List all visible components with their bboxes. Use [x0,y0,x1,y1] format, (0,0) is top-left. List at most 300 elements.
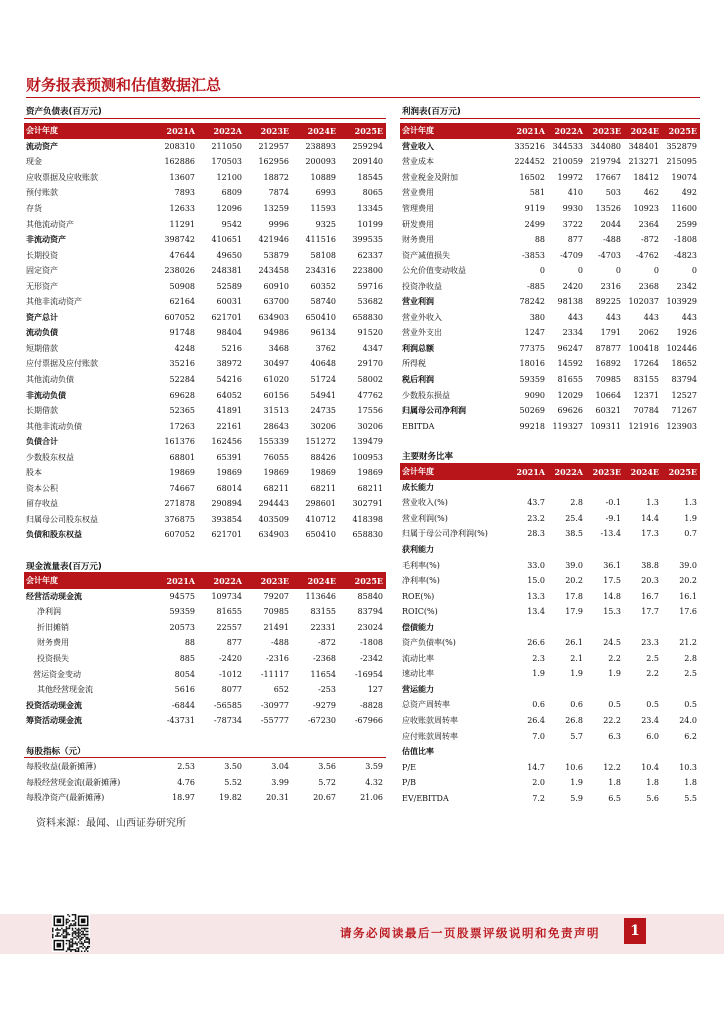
cell-value: 91520 [357,328,383,338]
row-label: 管理费用 [402,204,434,213]
cell-value: 0.5 [646,700,659,710]
cell-value: 210059 [552,157,583,167]
cell-value: 5216 [221,343,242,353]
cell-value: 102446 [666,343,697,353]
table-row [400,651,700,667]
cell-value: 10199 [357,219,383,229]
cell-value: 11291 [169,219,195,229]
cell-value: 38.5 [565,529,583,539]
row-label: 其他非流动资产 [26,297,82,307]
cell-value: -4762 [635,250,659,260]
cell-value: 200093 [305,157,336,167]
table-row [400,573,700,589]
column-header-year: 2023E [586,464,624,480]
cell-value: 49650 [216,250,242,260]
cell-value: 234316 [305,266,336,276]
cell-value: 398742 [164,235,195,245]
table-row [24,527,386,543]
cell-value: 60321 [595,406,621,416]
cell-value: 259294 [352,141,383,151]
cell-value: 100418 [628,343,659,353]
cell-value: 38972 [216,359,242,369]
cell-value [586,619,624,635]
column-header-label: 会计年度 [24,573,151,589]
cell-value: 20.2 [565,576,583,586]
cell-value: 94986 [263,328,289,338]
cell-value: 18652 [671,359,697,369]
row-label: 流动资产 [26,140,58,151]
cell-value: 2.8 [570,498,583,508]
cell-value: 51724 [310,375,336,385]
cell-value: 31513 [263,406,289,416]
cell-value: 12029 [557,390,583,400]
cell-value: 119327 [552,421,583,431]
cell-value: -2420 [218,654,242,663]
cell-value: 3.99 [271,777,289,787]
cell-value: 4248 [174,343,195,353]
cell-value: 271878 [164,499,195,509]
cell-value: 2.0 [532,778,545,788]
row-label: 资产总计 [26,311,58,322]
row-label: 筹资活动现金流 [26,715,82,726]
column-header-label: 会计年度 [400,464,510,480]
cell-value: 6.5 [608,793,621,803]
cell-value: -1808 [673,235,697,245]
table-header-row [24,573,386,589]
table-row [400,139,700,155]
cell-value: 348401 [628,141,659,151]
cell-value: 28.3 [527,529,545,539]
cell-value: 18.97 [172,793,195,803]
cell-value: 14.8 [603,591,621,601]
cell-value: 0 [653,266,659,276]
cell-value: 1.9 [532,669,545,679]
cell-value: 13526 [595,204,621,213]
row-label: 长期借款 [26,406,58,416]
table-row [24,465,386,481]
cell-value: -0.1 [605,498,621,508]
cell-value: 650410 [305,312,336,322]
cell-value: 6.3 [608,731,621,741]
cell-value: 85840 [357,591,383,601]
table-row [400,418,700,434]
column-header-year: 2021A [510,464,548,480]
cell-value [624,619,662,635]
cell-value: 3.50 [224,762,242,772]
table-row [24,201,386,217]
cell-value: -872 [641,235,659,245]
cell-value: 12371 [633,390,659,400]
cell-value: 17.7 [641,607,659,617]
cell-value: 2599 [676,219,697,229]
table-row [24,356,386,372]
cell-value: 9542 [221,219,242,229]
row-label: EV/EBITDA [402,793,449,803]
row-label: 股本 [26,468,42,478]
table-row [24,604,386,620]
cell-value: -2316 [265,654,289,663]
cell-value: 2.2 [608,653,621,663]
column-header-year: 2023E [586,123,624,139]
table-row [400,325,700,341]
cell-value: -67230 [307,716,336,726]
cell-value: 11600 [671,204,697,213]
cell-value: -4823 [673,250,697,260]
table-row [24,759,386,775]
row-label: 归属母公司股东权益 [26,514,98,524]
cell-value: 59359 [169,607,195,617]
ratios-title: 主要财务比率 [402,452,454,462]
cell-value: -885 [527,281,545,291]
cell-value: -8828 [359,700,383,710]
cell-value: 25.4 [565,513,583,523]
cell-value: 8054 [174,669,195,679]
cell-value: 212957 [258,141,289,151]
column-header-label: 会计年度 [24,123,151,139]
cell-value [586,682,624,698]
cell-value: 219794 [590,157,621,167]
table-row [400,713,700,729]
cell-value: -78734 [213,716,242,726]
cell-value: 4347 [362,343,383,353]
cell-value: 60352 [310,281,336,291]
row-label: EBITDA [402,421,435,431]
cell-value: 162886 [164,157,195,167]
table-row [24,496,386,512]
table-header-row [24,123,386,139]
cell-value [510,744,548,760]
cell-value: 83155 [310,607,336,617]
cell-value: 19869 [216,468,242,478]
cell-value: 52284 [169,375,195,385]
row-label: 营业利润(%) [402,513,448,523]
table-row [24,341,386,357]
cell-value: 238026 [164,266,195,276]
cell-value: -872 [318,638,336,648]
cell-value: 53682 [357,297,383,307]
cell-value: 19.82 [219,793,242,803]
cell-value: 161376 [164,437,195,447]
row-label: 速动比率 [402,669,434,679]
cell-value: 5.5 [684,793,697,803]
cell-value: 18412 [633,172,659,182]
cell-value: 344080 [590,141,621,151]
cell-value [548,480,586,496]
table-row [24,713,386,729]
cell-value: 5.9 [570,793,583,803]
cell-value: 78242 [519,297,545,307]
balance-sheet-table [24,123,386,543]
cell-value: 17667 [595,172,621,182]
cell-value: 10.4 [641,762,659,772]
cell-value: 24735 [310,406,336,416]
row-label: P/E [402,762,416,772]
table-row [24,139,386,155]
cell-value: 443 [567,312,583,322]
cell-value: -2342 [359,654,383,663]
cell-value: 344533 [552,141,583,151]
table-row [24,481,386,497]
cell-value: 17264 [633,359,659,369]
cell-value: 19869 [169,468,195,478]
cell-value: 68211 [263,483,289,493]
cell-value: 0.7 [684,529,697,539]
cell-value: 9090 [524,390,545,400]
cell-value: 65391 [216,452,242,462]
cell-value: 69628 [169,390,195,400]
table-row [400,185,700,201]
table-row [24,325,386,341]
source-note: 资料来源：最闻、山西证券研究所 [36,818,186,829]
cell-value [510,480,548,496]
cell-value: 17263 [169,421,195,431]
table-row [24,263,386,279]
row-label: 获利能力 [402,544,434,554]
cell-value: 96134 [310,328,336,338]
cell-value: 61020 [263,375,289,385]
row-label: 经营活动现金流 [26,590,82,601]
cell-value: 2.3 [532,653,545,663]
cell-value: 8065 [362,188,383,198]
row-label: 负债和股东权益 [26,529,82,540]
cell-value: 503 [605,188,621,198]
cell-value: 2368 [638,281,659,291]
cell-value: 3.56 [318,762,336,772]
cell-value: 68211 [357,483,383,493]
cell-value: 658830 [352,312,383,322]
cell-value: 68211 [310,483,336,493]
cell-value: 19869 [310,468,336,478]
cell-value: 91748 [169,328,195,338]
cell-value: 63700 [263,297,289,307]
table-row [400,526,700,542]
row-label: 营业利润 [402,296,434,307]
cell-value: 79207 [263,591,289,601]
table-row [400,666,700,682]
cell-value: 96247 [557,343,583,353]
cell-value: 23.3 [641,638,659,648]
cell-value: 352879 [666,141,697,151]
table-row [400,682,700,698]
cell-value: 1.8 [646,778,659,788]
cell-value: 17.5 [603,576,621,586]
row-label: 研发费用 [402,219,434,229]
cell-value: 58108 [310,250,336,260]
table-row [400,170,700,186]
cell-value: 9119 [524,204,545,213]
cell-value: 2420 [562,281,583,291]
column-header-year: 2024E [292,573,339,589]
table-row [24,387,386,403]
cell-value: 60156 [263,390,289,400]
cell-value: 399535 [352,235,383,245]
column-header-label: 会计年度 [400,123,510,139]
table-header-row [400,123,700,139]
table-row [400,154,700,170]
cell-value: 1926 [676,328,697,338]
table-row [400,278,700,294]
cell-value: 10.3 [679,762,697,772]
table-row [400,542,700,558]
cell-value: 8077 [221,685,242,695]
cell-value: -488 [271,638,289,648]
cell-value: -13.4 [600,529,621,539]
cell-value: 2.5 [684,669,697,679]
cell-value [586,744,624,760]
cell-value: 24.0 [679,716,697,726]
cell-value [510,682,548,698]
row-label: 营业税金及附加 [402,172,458,182]
cell-value: 50908 [169,281,195,291]
row-label: 营运能力 [402,683,434,694]
cell-value: 0.6 [570,700,583,710]
cell-value: 21.2 [679,638,697,648]
cell-value: 12100 [216,172,242,182]
cell-value: 10.6 [565,762,583,772]
cell-value: 421946 [258,235,289,245]
row-label: 营业收入 [402,140,434,151]
cell-value: -9.1 [605,513,621,523]
row-label: 资产负债率(%) [402,638,456,648]
cell-value: 6.0 [646,731,659,741]
cell-value [510,542,548,558]
cell-value: 238893 [305,141,336,151]
cell-value [548,682,586,698]
cell-value [548,542,586,558]
row-label: 估值比率 [402,746,434,757]
cell-value [548,744,586,760]
cell-value: 155339 [258,437,289,447]
cell-value: 9996 [268,219,289,229]
cell-value: 403509 [258,514,289,524]
row-label: 营业外支出 [402,328,442,338]
row-label: 长期投资 [26,250,58,260]
cell-value: 26.6 [527,638,545,648]
cell-value: 2316 [600,281,621,291]
cell-value: 14.4 [641,513,659,523]
cell-value: 17.8 [565,591,583,601]
cell-value: 22331 [310,622,336,632]
table-row [24,418,386,434]
column-header-year: 2022A [198,123,245,139]
cell-value: 3762 [315,343,336,353]
cell-value: 36.1 [603,560,621,570]
cell-value [662,744,700,760]
cell-value: -30977 [260,700,289,710]
row-label: 成长能力 [402,481,434,492]
table-row [400,557,700,573]
cell-value: 10889 [310,172,336,182]
cell-value: 2334 [562,328,583,338]
cell-value: 23.2 [527,513,545,523]
cell-value: 29170 [357,359,383,369]
cell-value: 5.6 [646,793,659,803]
cell-value: 443 [681,312,697,322]
row-label: 非流动负债 [26,389,66,400]
cell-value: 1791 [600,328,621,338]
table-row [24,620,386,636]
cell-value: 40648 [310,359,336,369]
cell-value: 6809 [221,188,242,198]
cell-value: 5.7 [570,731,583,741]
cell-value: 20.31 [266,793,289,803]
column-header-year: 2023E [245,573,292,589]
cell-value: 109311 [590,421,621,431]
cell-value [662,682,700,698]
cell-value: 7.2 [532,793,545,803]
table-row [24,790,386,806]
cell-value: 22.2 [603,716,621,726]
table-row [400,480,700,496]
row-label: 折旧摊销 [37,622,69,632]
row-label: 无形资产 [26,281,58,291]
cell-value: 103929 [666,297,697,307]
table-row [24,247,386,263]
qr-code-icon [52,914,90,952]
row-label: ROE(%) [402,591,435,601]
cell-value: -4703 [597,250,621,260]
column-header-year: 2021A [151,123,198,139]
cell-value: 4.32 [365,777,383,787]
cell-value: 410651 [211,235,242,245]
row-label: 毛利率(%) [402,560,440,570]
cell-value: 121916 [628,421,659,431]
cell-value: 30206 [310,421,336,431]
row-label: 留存收益 [26,499,58,509]
cell-value: 3722 [562,219,583,229]
cell-value: 102037 [628,297,659,307]
cell-value: 2342 [676,281,697,291]
table-row [24,635,386,651]
table-row [400,372,700,388]
cell-value: -488 [603,235,621,245]
table-row [24,775,386,791]
cell-value: 11654 [310,669,336,679]
row-label: 营业费用 [402,188,434,198]
cell-value [662,542,700,558]
table-row [400,387,700,403]
cell-value: 62164 [169,297,195,307]
cell-value: 16.7 [641,591,659,601]
cell-value: 21.06 [360,793,383,803]
cell-value: 13259 [263,204,289,213]
cell-value: -4709 [559,250,583,260]
cell-value [586,542,624,558]
row-label: 偿债能力 [402,621,434,632]
cell-value: 634903 [258,312,289,322]
cell-value: 98138 [557,297,583,307]
table-row [24,666,386,682]
cell-value: 21491 [263,622,289,632]
row-label: 每股净资产(最新摊薄) [26,793,105,803]
cell-value: 23024 [357,622,383,632]
row-label: 投资净收益 [402,281,442,291]
cell-value: 151272 [305,437,336,447]
cell-value: 26.4 [527,716,545,726]
cell-value: 47644 [169,250,195,260]
table-row [400,216,700,232]
cell-value: 213271 [628,157,659,167]
cell-value: 162956 [258,157,289,167]
row-label: 营业成本 [402,157,434,167]
cell-value: 53879 [263,250,289,260]
table-row [400,294,700,310]
cell-value: 14592 [557,359,583,369]
cell-value: 2.53 [177,762,195,772]
column-header-year: 2021A [510,123,548,139]
cell-value: 12633 [169,204,195,213]
cell-value: 41891 [216,406,242,416]
